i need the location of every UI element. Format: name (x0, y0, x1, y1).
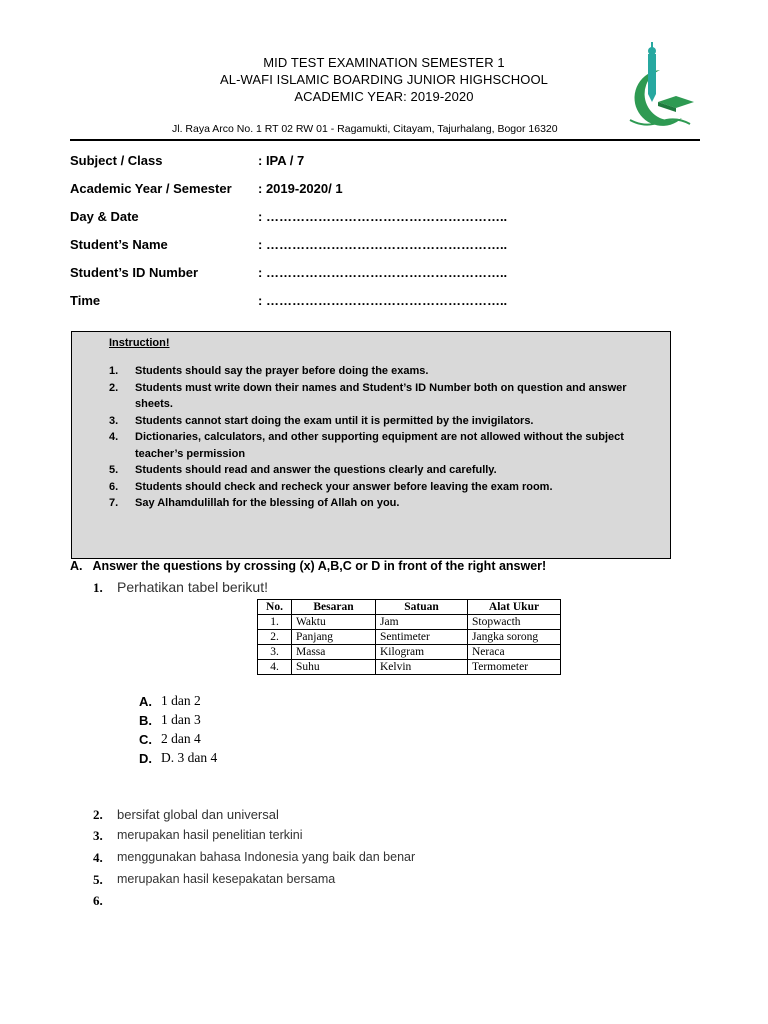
meta-label-day-date: Day & Date (70, 209, 139, 224)
meta-label-academic-year: Academic Year / Semester (70, 181, 232, 196)
table-cell: Suhu (292, 660, 376, 675)
meta-value-day-date: : ……………………………………………….. (258, 209, 508, 224)
table-header-cell: Besaran (292, 600, 376, 615)
question-table (257, 599, 561, 675)
question-text: menggunakan bahasa Indonesia yang baik dan benar (117, 850, 416, 864)
table-header-cell: No. (258, 600, 292, 615)
meta-value-academic-year: : 2019-2020/ 1 (258, 181, 343, 196)
question-number: 3. (93, 828, 103, 843)
school-logo (620, 40, 700, 135)
meta-value-subject: : IPA / 7 (258, 153, 305, 168)
header-divider (70, 139, 700, 141)
table-cell: 3. (258, 645, 292, 660)
table-row (258, 615, 561, 630)
instruction-item: 5. Students should read and answer the questions clearly and carefully. (109, 464, 497, 476)
instruction-item: 7. Say Alhamdulillah for the blessing of Allah on you. (109, 497, 400, 509)
table-cell: Panjang (292, 630, 376, 645)
section-a-heading: A. Answer the questions by crossing (x) A,B,C or D in front of the right answer! (70, 559, 547, 573)
table-cell: 2. (258, 630, 292, 645)
table-header-cell: Alat Ukur (468, 600, 561, 615)
question-text: bersifat global dan universal (117, 807, 279, 822)
meta-label-student-name: Student’s Name (70, 237, 168, 252)
table-row (258, 660, 561, 675)
instruction-item: 4. Dictionaries, calculators, and other supporting equipment are not allowed without the subject teacher’s permission (109, 431, 624, 460)
option-letter-c[interactable]: C. (139, 732, 152, 747)
instruction-item: 1. Students should say the prayer before doing the exams. (109, 365, 429, 377)
instruction-item: 6. Students should check and recheck your answer before leaving the exam room. (109, 480, 553, 493)
table-cell: Sentimeter (376, 630, 468, 645)
question-text: merupakan hasil penelitian terkini (117, 828, 303, 842)
instruction-title: Instruction! (109, 337, 170, 349)
option-letter-a[interactable]: A. (139, 694, 152, 709)
school-address: Jl. Raya Arco No. 1 RT 02 RW 01 - Ragamukti, Citayam, Tajurhalang, Bogor 16320 (172, 123, 558, 135)
meta-value-time: : ……………………………………………….. (258, 293, 508, 308)
option-text-a[interactable]: 1 dan 2 (161, 693, 201, 708)
table-cell: 1. (258, 615, 292, 630)
option-text-b[interactable]: 1 dan 3 (161, 712, 201, 727)
meta-label-student-id: Student’s ID Number (70, 265, 199, 280)
option-text-c[interactable]: 2 dan 4 (161, 731, 201, 746)
question-number: 2. (93, 807, 103, 822)
instruction-item: 2. Students must write down their names and Student’s ID Number both on question and answer sheets. (109, 381, 627, 410)
table-cell: Termometer (468, 660, 561, 675)
school-name: AL-WAFI ISLAMIC BOARDING JUNIOR HIGHSCHOOL (219, 72, 549, 87)
question-number: 6. (93, 893, 103, 908)
option-letter-d[interactable]: D. (139, 751, 152, 766)
table-row (258, 630, 561, 645)
instruction-list (109, 363, 661, 512)
question-text: merupakan hasil kesepakatan bersama (117, 872, 336, 886)
academic-year-heading: ACADEMIC YEAR: 2019-2020 (294, 89, 474, 104)
table-row (258, 645, 561, 660)
meta-value-student-name: : ……………………………………………….. (258, 237, 508, 252)
question-text: Perhatikan tabel berikut! (117, 579, 268, 595)
table-header-row (258, 600, 561, 615)
option-letter-b[interactable]: B. (139, 713, 152, 728)
question-number: 5. (93, 872, 103, 887)
table-cell: 4. (258, 660, 292, 675)
table-cell: Jam (376, 615, 468, 630)
table-cell: Massa (292, 645, 376, 660)
table-cell: Kelvin (376, 660, 468, 675)
table-cell: Neraca (468, 645, 561, 660)
meta-label-time: Time (70, 293, 101, 308)
table-cell: Kilogram (376, 645, 468, 660)
instruction-item: 3. Students cannot start doing the exam until it is permitted by the invigilators. (109, 414, 534, 427)
table-cell: Waktu (292, 615, 376, 630)
question-number: 4. (93, 850, 103, 865)
table-header-cell: Satuan (376, 600, 468, 615)
exam-title: MID TEST EXAMINATION SEMESTER 1 (263, 55, 505, 70)
table-cell: Jangka sorong (468, 630, 561, 645)
table-cell: Stopwacth (468, 615, 561, 630)
option-text-d[interactable]: D. 3 dan 4 (161, 750, 218, 765)
question-number: 1. (93, 580, 103, 595)
meta-value-student-id: : ……………………………………………….. (258, 265, 508, 280)
meta-label-subject: Subject / Class (70, 153, 163, 168)
instruction-box (71, 331, 671, 559)
